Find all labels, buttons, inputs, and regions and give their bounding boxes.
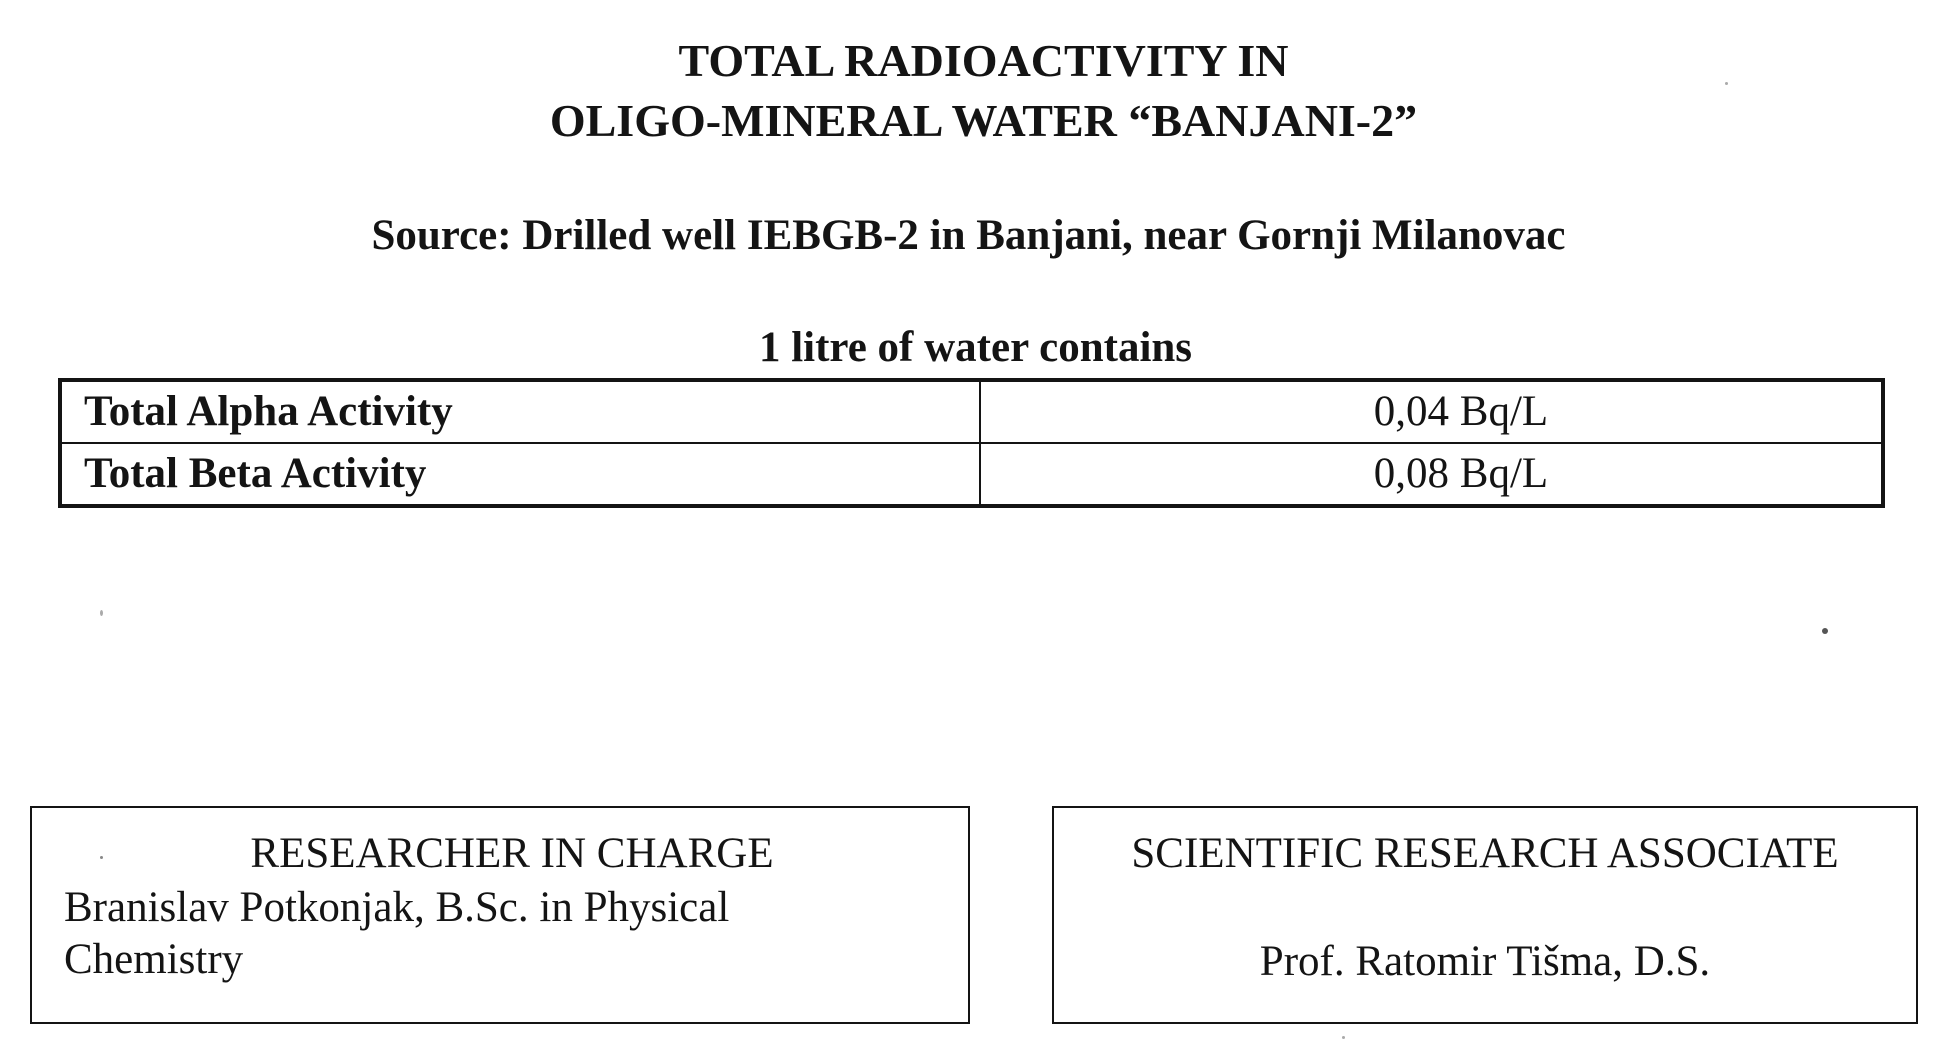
alpha-activity-value: 0,04 Bq/L <box>980 380 1883 443</box>
title-line-2: OLIGO-MINERAL WATER “BANJANI-2” <box>549 95 1418 146</box>
scan-speck <box>1822 628 1828 634</box>
table-caption: 1 litre of water contains <box>758 324 1193 371</box>
associate-signature-box <box>1052 806 1918 1024</box>
title-line-1: TOTAL RADIOACTIVITY IN <box>678 35 1289 86</box>
table-row <box>60 380 1883 443</box>
researcher-name: Branislav Potkonjak, B.Sc. in Physical Chemistry <box>64 884 730 983</box>
associate-role: SCIENTIFIC RESEARCH ASSOCIATE <box>1131 830 1839 877</box>
beta-activity-label: Total Beta Activity <box>60 443 980 506</box>
scan-speck <box>100 856 103 859</box>
beta-activity-value: 0,08 Bq/L <box>980 443 1883 506</box>
alpha-activity-label: Total Alpha Activity <box>60 380 980 443</box>
scan-speck <box>100 610 103 616</box>
source-line: Source: Drilled well IEBGB-2 in Banjani, near Gornji Milanovac <box>371 212 1566 259</box>
activity-table <box>58 378 1885 508</box>
researcher-role: RESEARCHER IN CHARGE <box>250 830 774 877</box>
table-row <box>60 443 1883 506</box>
scan-speck <box>1725 82 1728 85</box>
scan-speck <box>1342 1036 1345 1039</box>
associate-name: Prof. Ratomir Tišma, D.S. <box>1259 938 1711 985</box>
researcher-signature-box <box>30 806 970 1024</box>
